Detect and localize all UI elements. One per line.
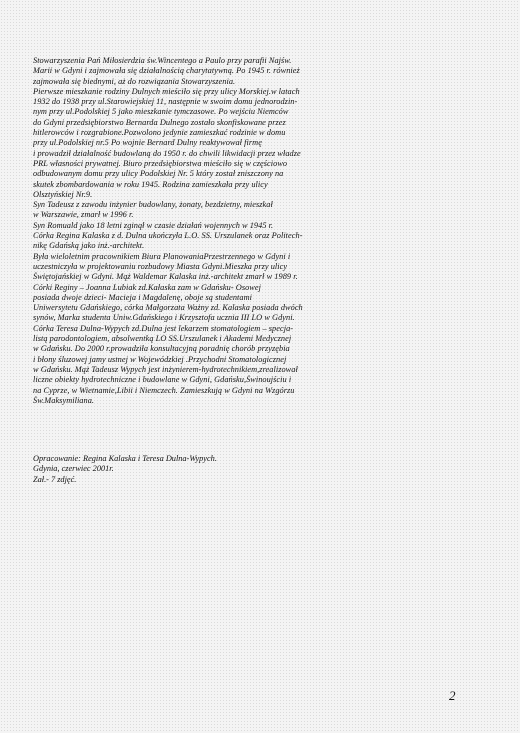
body-line: Olsztyńskiej Nr.9. bbox=[33, 189, 93, 199]
body-line: Córki Reginy – Joanna Lubiak zd.Kałaska zam w Gdańsku- Osowej bbox=[33, 282, 261, 292]
body-line: Uniwersytetu Gdańskiego, córka Małgorzata Ważny zd. Kalaska posiada dwóch bbox=[33, 303, 303, 313]
body-line: do Gdyni przedsiębiorstwo Bernarda Dulnego zostało skonfiskowane przez bbox=[33, 117, 286, 127]
body-line: hitlerowców i rozgrabione.Pozwolono jedynie zamieszkać rodzinie w domu bbox=[33, 128, 286, 138]
body-line: w Gdańsku. Mąż Tadeusz Wypych jest inżynierem-hydrotechnikiem,zrealizował bbox=[33, 364, 298, 374]
body-line: listą parodontologiem, absolwentką LO SS.Urszulanek i Akademi Medycznej bbox=[33, 334, 292, 344]
footer-credits bbox=[33, 454, 217, 485]
body-line: nym przy ul.Podolskiej 5 jako mieszkanie tymczasowe. Po wejściu Niemców bbox=[33, 107, 289, 117]
body-line: skutek zbombardowania w roku 1945. Rodzina zamieszkała przy ulicy bbox=[33, 179, 268, 189]
body-line: Córka Regina Kalaska z d. Dulna ukończyła L.O. SS. Urszulanek oraz Politech- bbox=[33, 231, 303, 241]
footer-line: Gdynia, czerwiec 2001r. bbox=[33, 464, 114, 474]
body-line: i prowadził działalność budowlaną do 1950 r. do chwili likwidacji przez władze bbox=[33, 148, 301, 158]
body-line: Stowarzyszenia Pań Miłosierdzia św.Wincentego a Paulo przy parafii Najśw. bbox=[33, 56, 292, 65]
body-line: 1932 do 1938 przy ul.Starowiejskiej 11, następnie w swoim domu jednorodzin- bbox=[33, 97, 298, 107]
body-line: zajmowała się biednymi, aż do rozwiązania Stowarzyszenia. bbox=[33, 76, 236, 86]
body-line: Św.Maksymiliana. bbox=[33, 395, 95, 405]
body-line: i błony śluzowej jamy ustnej w Wojewódzkiej .Przychodni Stomatologicznej bbox=[33, 354, 287, 364]
body-line: Świętojańskiej w Gdyni. Mąż Waldemar Kalaska inż.-architekt zmarł w 1989 r. bbox=[33, 272, 298, 282]
body-text bbox=[33, 56, 483, 406]
body-line: nikę Gdańską jako inż.-architekt. bbox=[33, 241, 145, 251]
body-line: Syn Tadeusz z zawodu inżynier budowlany, żonaty, bezdzietny, mieszkał bbox=[33, 200, 273, 210]
body-line: Pierwsze mieszkanie rodziny Dulnych mieściło się przy ulicy Morskiej.w latach bbox=[33, 86, 300, 96]
body-line: Córka Teresa Dulna-Wypych zd.Dulna jest lekarzem stomatologiem – specja- bbox=[33, 323, 294, 333]
body-line: Syn Romuald jako 18 letni zginął w czasie działań wojennych w 1945 r. bbox=[33, 220, 274, 230]
body-line: PRL własności prywatnej. Biuro przedsiębiorstwa mieściło się w częściowo bbox=[33, 158, 288, 168]
body-line: w Gdańsku. Do 2000 r.prowadziła konsultacyjną poradnię chorób przyzębia bbox=[33, 344, 290, 354]
body-line: Była wieloletnim pracownikiem Biura PlanowaniaPrzestrzennego w Gdyni i bbox=[33, 251, 291, 261]
body-line: posiada dwoje dzieci- Macieja i Magdalenę, oboje są studentami bbox=[33, 292, 253, 302]
body-line: w Warszawie, zmarł w 1996 r. bbox=[33, 210, 134, 220]
body-line: odbudowanym domu przy ulicy Podolskiej Nr. 5 który został zniszczony na bbox=[33, 169, 284, 179]
body-line: Marii w Gdyni i zajmowała się działalnością charytatywną. Po 1945 r. również bbox=[33, 66, 300, 76]
footer-line: Zał.- 7 zdjęć. bbox=[33, 474, 77, 484]
body-line: liczne obiekty hydrotechniczne i budowlane w Gdyni, Gdańsku,Świnoujściu i bbox=[33, 375, 292, 385]
body-line: synów, Marka studenta Uniw.Gdańskiego i Krzysztofa ucznia III LO w Gdyni. bbox=[33, 313, 295, 323]
page-number: 2 bbox=[449, 688, 456, 703]
body-line: przy ul.Podolskiej nr.5 Po wojnie Bernard Dulny reaktywował firmę bbox=[33, 138, 262, 148]
footer-line: Opracowanie: Regina Kalaska i Teresa Dulna-Wypych. bbox=[33, 454, 217, 463]
body-line: na Cyprze, w Wietnamie,Libii i Niemczech. Zamieszkują w Gdyni na Wzgórzu bbox=[33, 385, 295, 395]
body-line: uczestniczyła w projektowaniu rozbudowy Miasta Gdyni.Mieszka przy ulicy bbox=[33, 261, 288, 271]
